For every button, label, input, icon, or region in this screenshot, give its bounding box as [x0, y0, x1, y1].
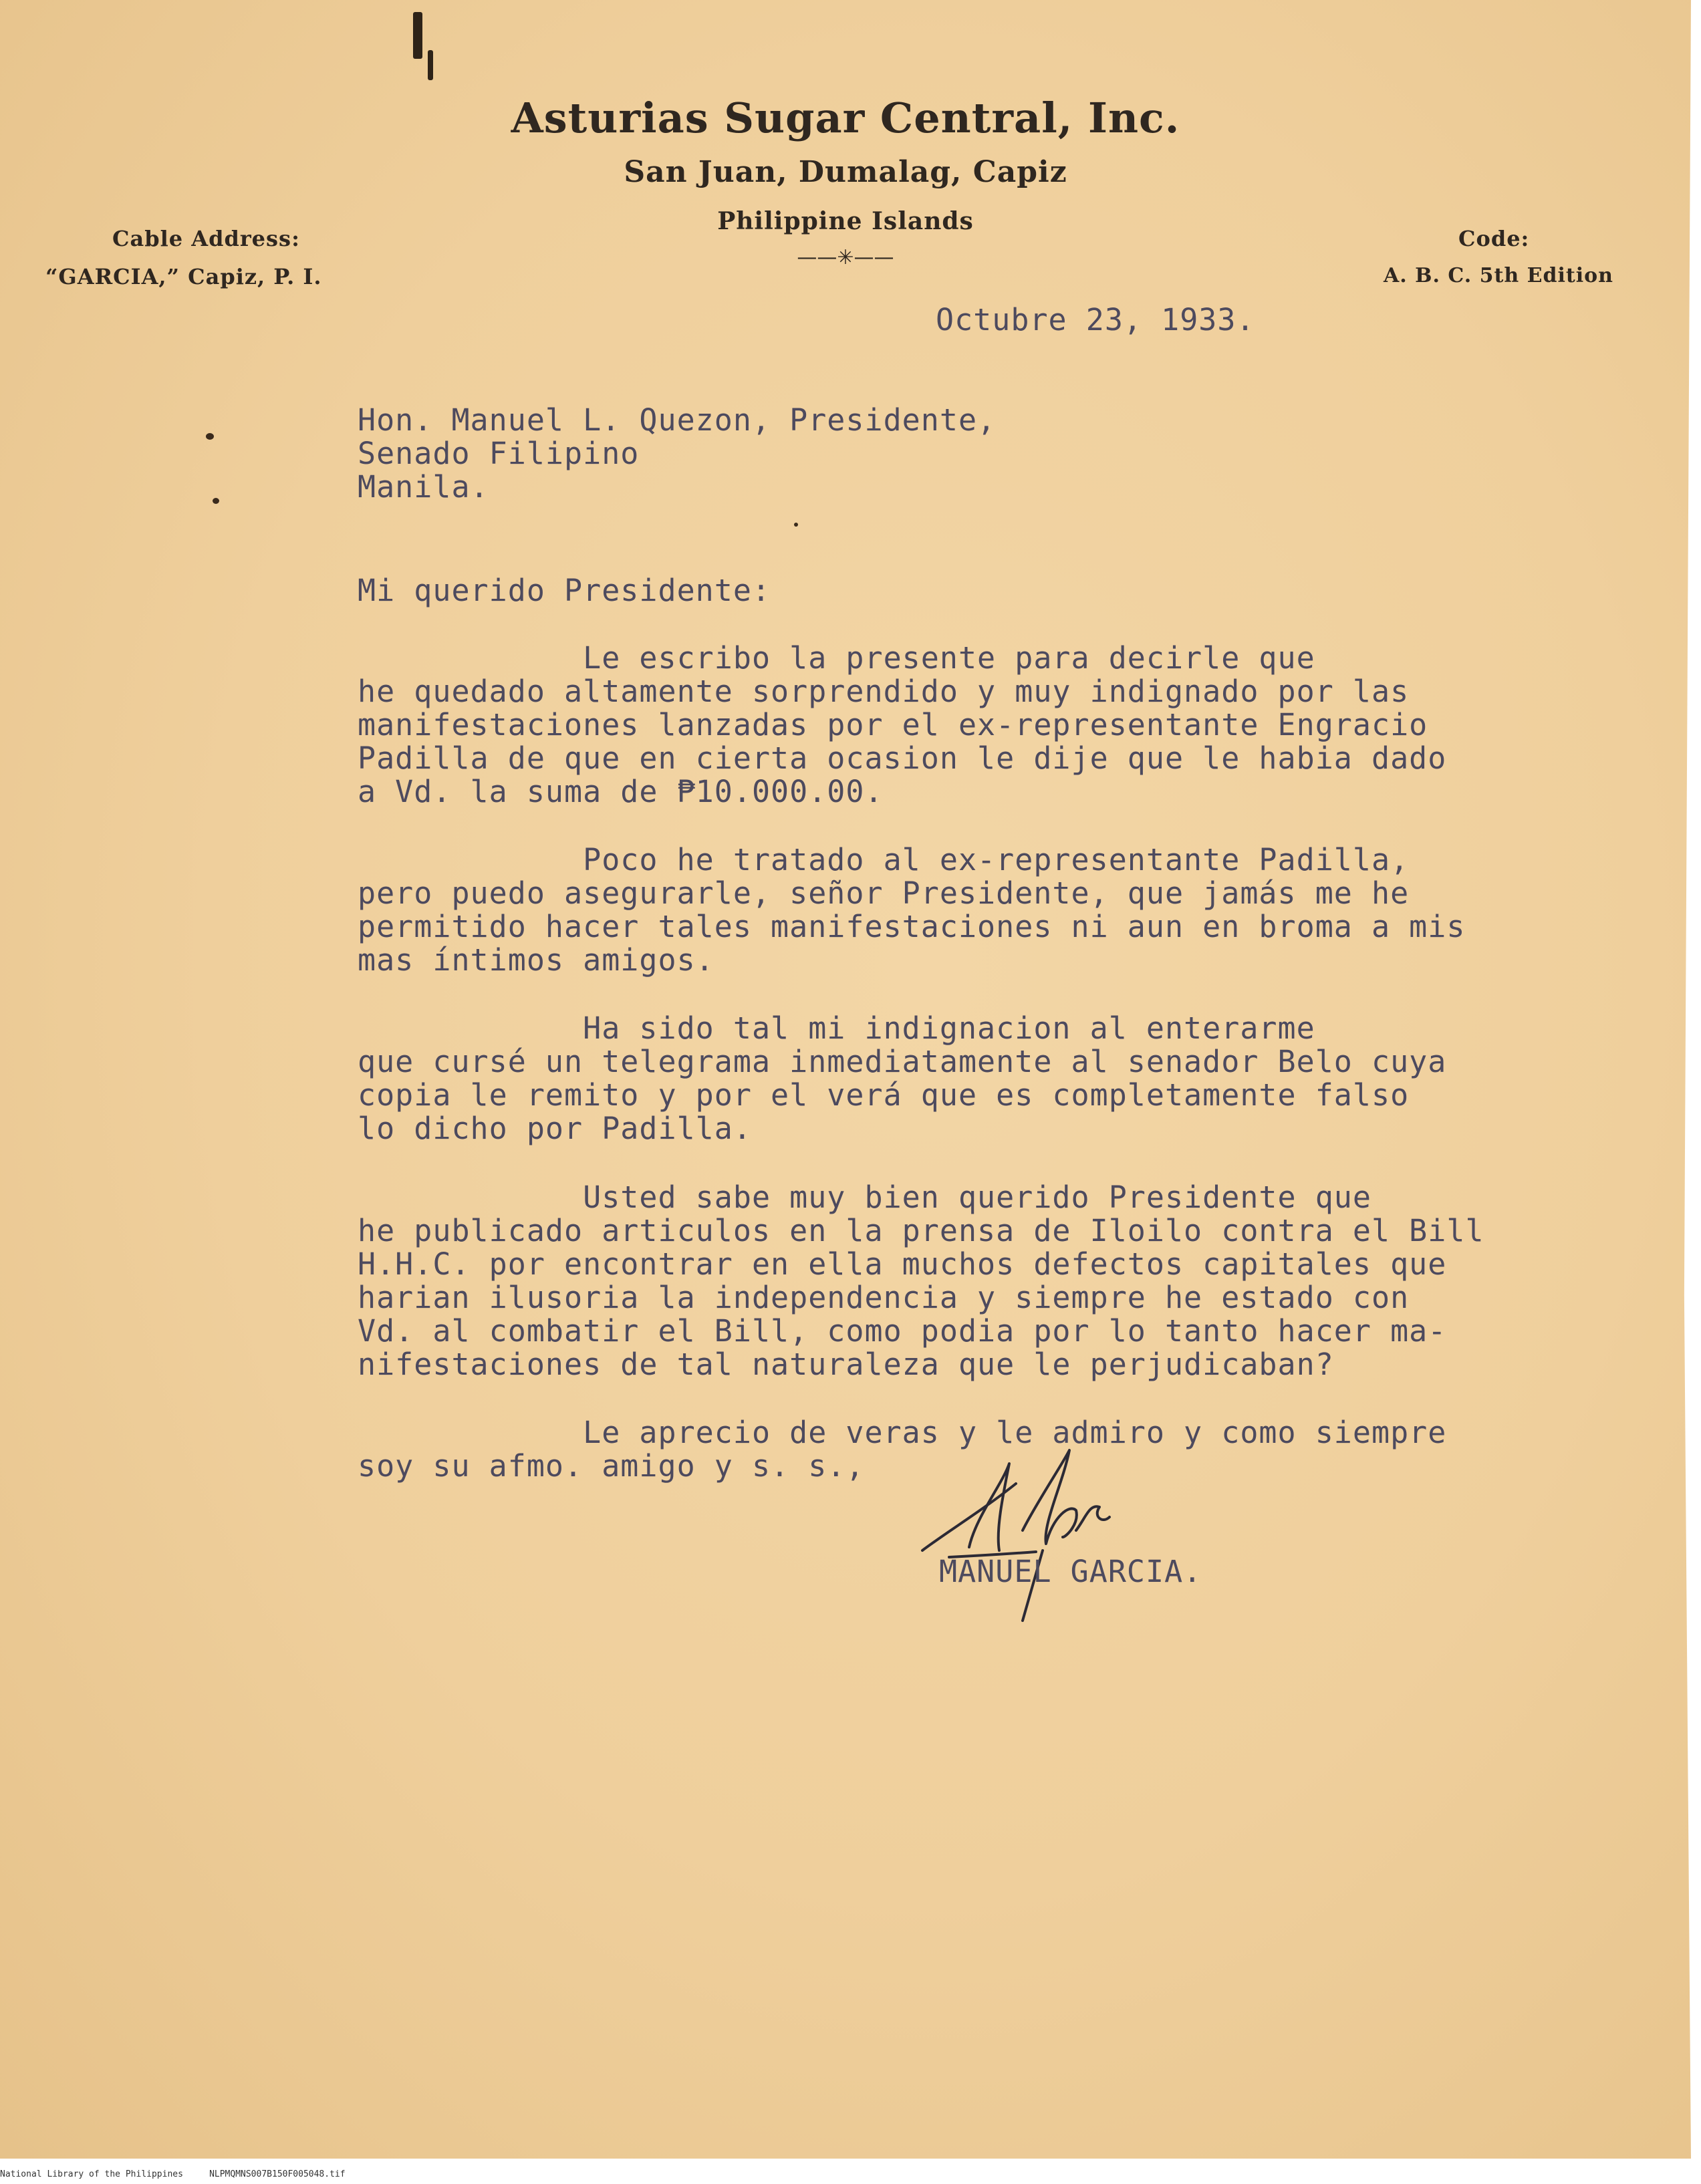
body-line: copia le remito y por el verá que es completamente falso — [358, 1077, 1410, 1113]
body-line: Usted sabe muy bien querido Presidente que — [358, 1180, 1371, 1215]
body-line: Le escribo la presente para decirle que — [358, 640, 1315, 676]
body-line: Vd. al combatir el Bill, como podia por lo tanto hacer ma- — [358, 1313, 1447, 1349]
body-line: a Vd. la suma de ₱10.000.00. — [358, 774, 884, 809]
body-line: lo dicho por Padilla. — [358, 1111, 752, 1146]
company-address: San Juan, Dumalag, Capiz — [624, 155, 1067, 189]
salutation: Mi querido Presidente: — [358, 573, 771, 608]
body-line: nifestaciones de tal naturaleza que le perjudicaban? — [358, 1347, 1334, 1382]
ink-spot — [206, 433, 214, 440]
body-line: Padilla de que en cierta ocasion le dije que le habia dado — [358, 740, 1447, 776]
body-line: Poco he tratado al ex-representante Padilla, — [358, 842, 1410, 877]
body-line: he publicado articulos en la prensa de Iloilo contra el Bill — [358, 1213, 1484, 1248]
body-line: he quedado altamente sorprendido y muy indignado por las — [358, 674, 1410, 709]
body-line: manifestaciones lanzadas por el ex-representante Engracio — [358, 707, 1428, 742]
body-line: H.H.C. por encontrar en ella muchos defectos capitales que — [358, 1246, 1447, 1282]
ink-spot — [794, 523, 798, 527]
company-name: Asturias Sugar Central, Inc. — [511, 94, 1180, 142]
archive-footer: National Library of the Philippines NLPMQMNS007B150F005048.tif — [0, 2169, 346, 2179]
cable-address-value: “GARCIA,” Capiz, P. I. — [45, 264, 322, 289]
closing-name: MANUEL GARCIA. — [939, 1554, 1202, 1589]
company-country: Philippine Islands — [717, 207, 974, 235]
body-line: permitido hacer tales manifestaciones ni aun en broma a mis — [358, 909, 1466, 944]
code-value: A. B. C. 5th Edition — [1384, 264, 1613, 287]
recipient-line: Senado Filipino — [358, 436, 640, 471]
body-line: mas íntimos amigos. — [358, 942, 714, 978]
handwritten-signature — [909, 1437, 1190, 1624]
body-line: que cursé un telegrama inmediatamente al senador Belo cuya — [358, 1044, 1447, 1079]
letter-date: Octubre 23, 1933. — [936, 302, 1255, 337]
recipient-line: Hon. Manuel L. Quezon, Presidente, — [358, 402, 997, 438]
ink-spot — [213, 498, 219, 504]
ink-stain — [428, 50, 433, 80]
letterhead-ornament: ——✳—— — [797, 246, 894, 269]
code-label: Code: — [1458, 226, 1530, 251]
ink-stain — [413, 12, 422, 59]
body-line: pero puedo asegurarle, señor Presidente, que jamás me he — [358, 875, 1410, 911]
cable-address-label: Cable Address: — [112, 226, 300, 251]
recipient-line: Manila. — [358, 469, 489, 505]
body-line: harian ilusoria la independencia y siempre he estado con — [358, 1280, 1410, 1315]
body-line: soy su afmo. amigo y s. s., — [358, 1448, 865, 1484]
body-line: Ha sido tal mi indignacion al enterarme — [358, 1010, 1315, 1046]
body-line: Le aprecio de veras y le admiro y como siempre — [358, 1415, 1447, 1450]
